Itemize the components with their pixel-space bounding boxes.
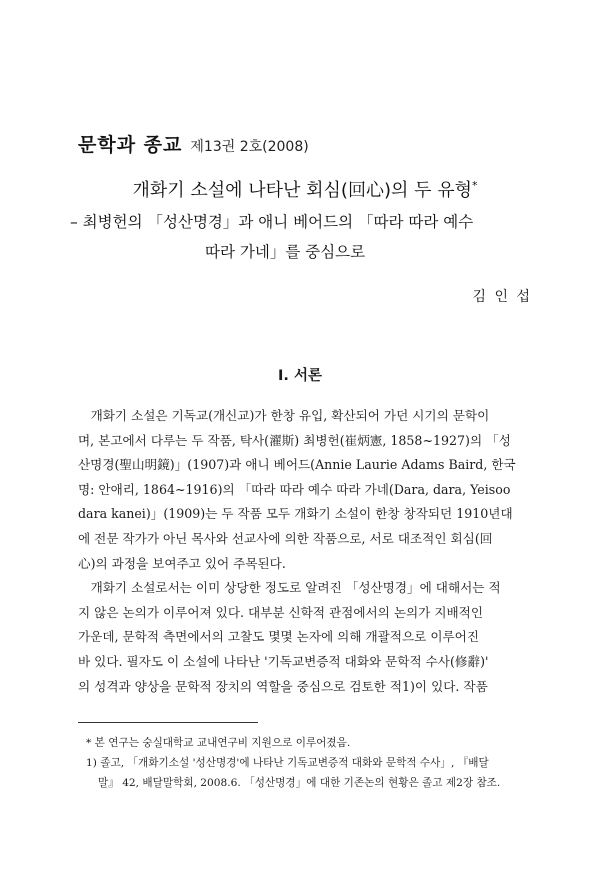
body-line: 의 성격과 양상을 문학적 장치의 역할을 중심으로 검토한 적1)이 있다. 작품 [78, 678, 488, 694]
paper-subtitle-line2: 따라 가네」를 중심으로 [205, 243, 366, 261]
paragraph-2 [78, 576, 523, 699]
title-footnote-mark: * [471, 179, 478, 192]
body-text [78, 404, 523, 699]
footnote-star: * 본 연구는 숭실대학교 교내연구비 지원으로 이루어졌음. [86, 737, 351, 749]
section-heading: Ⅰ. 서론 [278, 368, 322, 384]
body-line: 며, 본고에서 다루는 두 작품, 탁사(濯斯) 최병헌(崔炳憲, 1858~1927)의 「성 [78, 432, 511, 448]
body-line: 心)의 과정을 보여주고 있어 주목된다. [78, 555, 286, 571]
paper-title-text: 개화기 소설에 나타난 회심(回心)의 두 유형 [132, 180, 472, 201]
body-line: dara kanei)」(1909)는 두 작품 모두 개화기 소설이 한창 창작되던 1910년대 [78, 506, 513, 522]
body-line: 명: 안애리, 1864~1916)의 「따라 따라 예수 따라 가네(Dara, dara, Yeisoo [78, 481, 511, 497]
paper-subtitle-line1: – 최병헌의 「성산명경」과 애니 베어드의 「따라 따라 예수 [70, 213, 474, 231]
footnote-1-line1: 1) 졸고, 「개화기소설 '성산명경'에 나타난 기독교변증적 대화와 문학적 수사」, 『배달 [86, 757, 489, 769]
body-line: 지 않은 논의가 이루어져 있다. 대부분 신학적 관점에서의 논의가 지배적인 [78, 604, 483, 620]
footnote-1-line2: 말』 42, 배달말학회, 2008.6. 「성산명경」에 대한 기존논의 현황은 졸고 제2장 참조. [98, 777, 501, 789]
body-line: 개화기 소설은 기독교(개신교)가 한창 유입, 확산되어 가던 시기의 문학이 [78, 408, 490, 423]
author-name: 김 인 섭 [472, 289, 532, 305]
footnotes [86, 733, 526, 793]
body-line: 개화기 소설로서는 이미 상당한 정도로 알려진 「성산명경」에 대해서는 적 [78, 580, 501, 596]
footnote-divider [78, 722, 258, 723]
body-line: 가운데, 문학적 측면에서의 고찰도 몇몇 논자에 의해 개괄적으로 이루어진 [78, 629, 479, 645]
body-line: 바 있다. 필자도 이 소설에 나타난 '기독교변증적 대화와 문학적 수사(修辭)' [78, 653, 489, 669]
body-line: 산명경(聖山明鏡)」(1907)과 애니 베어드(Annie Laurie Adams Baird, 한국 [78, 457, 516, 473]
title-block [70, 176, 540, 262]
paper-title [70, 176, 540, 202]
paragraph-1 [78, 404, 523, 576]
journal-issue: 제13권 2호(2008) [190, 139, 309, 155]
journal-name: 문학과 종교 [78, 134, 183, 156]
body-line: 에 전문 작가가 아닌 목사와 선교사에 의한 작품으로, 서로 대조적인 회심(回 [78, 530, 493, 546]
journal-header [78, 130, 309, 157]
